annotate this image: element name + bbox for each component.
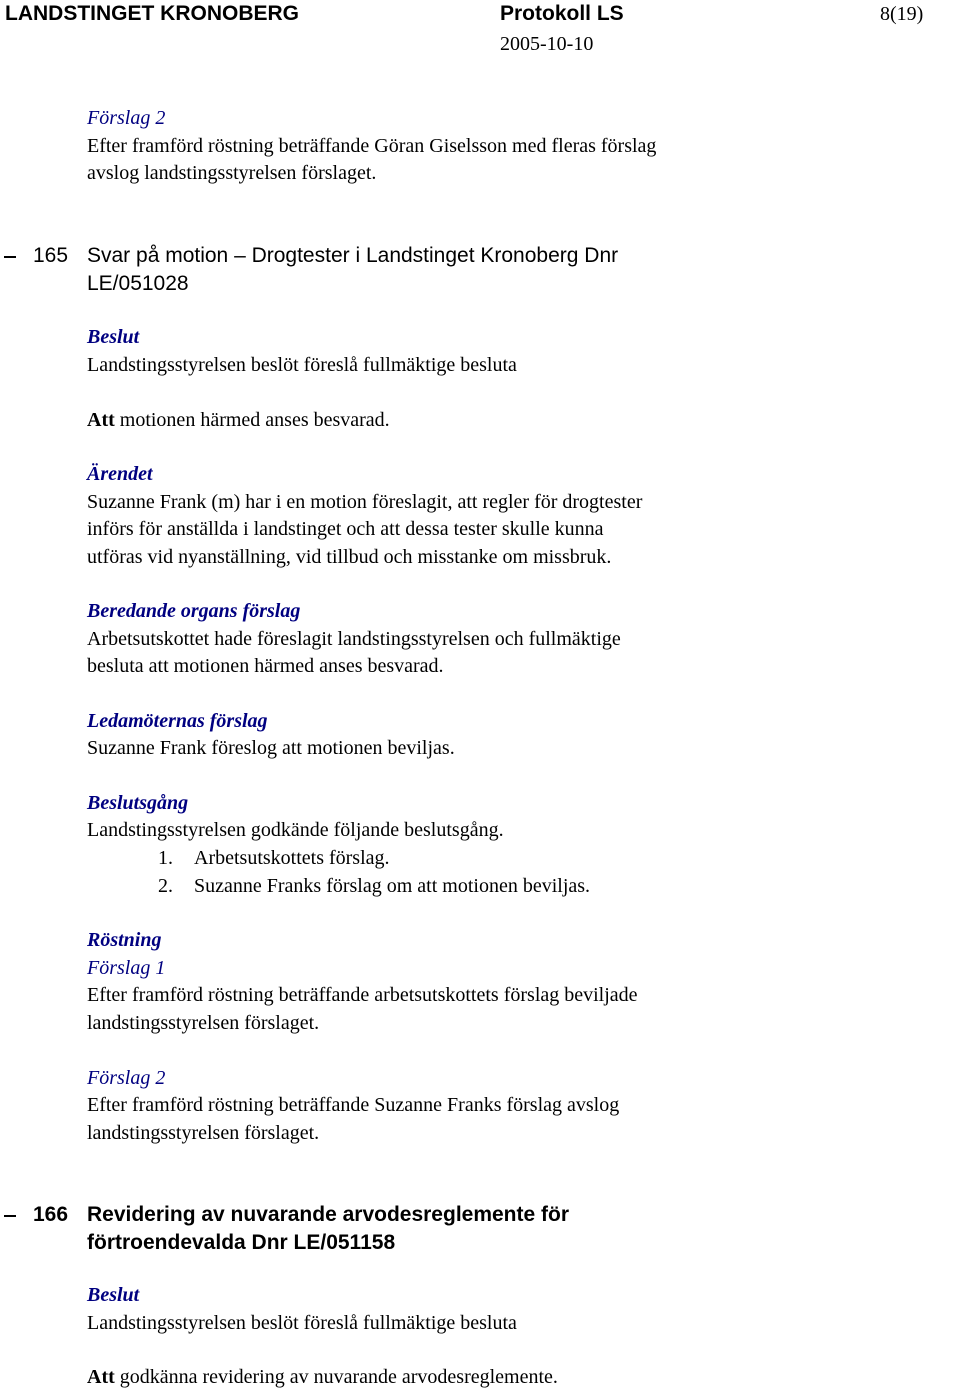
- att-label: Att: [87, 409, 115, 431]
- body-line: landstingsstyrelsen förslaget.: [87, 1012, 320, 1034]
- section-title: förtroendevalda Dnr LE/051158: [87, 1231, 396, 1254]
- body-line: Efter framförd röstning beträffande Suzanne Franks förslag avslog: [87, 1094, 620, 1116]
- list-item: Arbetsutskottets förslag.: [194, 847, 390, 869]
- body-line: landstingsstyrelsen förslaget.: [87, 1122, 320, 1144]
- att-clause: [87, 1365, 558, 1389]
- beslut-heading: Beslut: [87, 1284, 140, 1306]
- beslutsgang-heading: Beslutsgång: [87, 792, 189, 814]
- section-title: Revidering av nuvarande arvodesreglemente för: [87, 1203, 570, 1226]
- proposal-heading: Förslag 2: [87, 1067, 166, 1089]
- list-item: Suzanne Franks förslag om att motionen beviljas.: [194, 875, 591, 897]
- beslut-text: Landstingsstyrelsen beslöt föreslå fullmäktige besluta: [87, 354, 517, 376]
- section-marker: [4, 1215, 16, 1217]
- body-line: Efter framförd röstning beträffande arbetsutskottets förslag beviljade: [87, 984, 638, 1006]
- beslut-heading: Beslut: [87, 326, 140, 348]
- header-organization: LANDSTINGET KRONOBERG: [5, 2, 299, 25]
- body-line: Landstingsstyrelsen godkände följande beslutsgång.: [87, 819, 504, 841]
- body-line: Suzanne Frank (m) har i en motion föreslagit, att regler för drogtester: [87, 491, 643, 513]
- body-line: Arbetsutskottet hade föreslagit landstingsstyrelsen och fullmäktige: [87, 628, 621, 650]
- beredande-heading: Beredande organs förslag: [87, 600, 301, 622]
- section-number: 165: [33, 244, 69, 267]
- header-date: 2005-10-10: [500, 33, 594, 55]
- att-text: motionen härmed anses besvarad.: [114, 409, 390, 431]
- section-number: 166: [33, 1203, 69, 1226]
- proposal-heading: Förslag 1: [87, 957, 166, 979]
- section-title: LE/051028: [87, 272, 189, 295]
- list-number: 2.: [158, 875, 173, 897]
- att-text: godkänna revidering av nuvarande arvodesreglemente.: [114, 1366, 558, 1388]
- rostning-heading: Röstning: [87, 929, 162, 951]
- att-label: Att: [87, 1366, 115, 1388]
- body-line: besluta att motionen härmed anses besvarad.: [87, 655, 444, 677]
- att-clause: [87, 408, 390, 432]
- body-line: införs för anställda i landstinget och att dessa tester skulle kunna: [87, 518, 604, 540]
- proposal-heading: Förslag 2: [87, 107, 166, 129]
- list-number: 1.: [158, 847, 173, 869]
- body-line: Suzanne Frank föreslog att motionen beviljas.: [87, 737, 455, 759]
- body-line: utföras vid nyanställning, vid tillbud och misstanke om missbruk.: [87, 546, 612, 568]
- section-marker: [4, 256, 16, 258]
- arendet-heading: Ärendet: [87, 463, 153, 485]
- body-line: avslog landstingsstyrelsen förslaget.: [87, 162, 377, 184]
- beslut-text: Landstingsstyrelsen beslöt föreslå fullmäktige besluta: [87, 1312, 517, 1334]
- header-document-title: Protokoll LS: [500, 2, 624, 25]
- section-title: Svar på motion – Drogtester i Landstinget Kronoberg Dnr: [87, 244, 619, 267]
- body-line: Efter framförd röstning beträffande Göran Giselsson med fleras förslag: [87, 135, 657, 157]
- ledamot-heading: Ledamöternas förslag: [87, 710, 268, 732]
- header-page-number: 8(19): [880, 3, 924, 25]
